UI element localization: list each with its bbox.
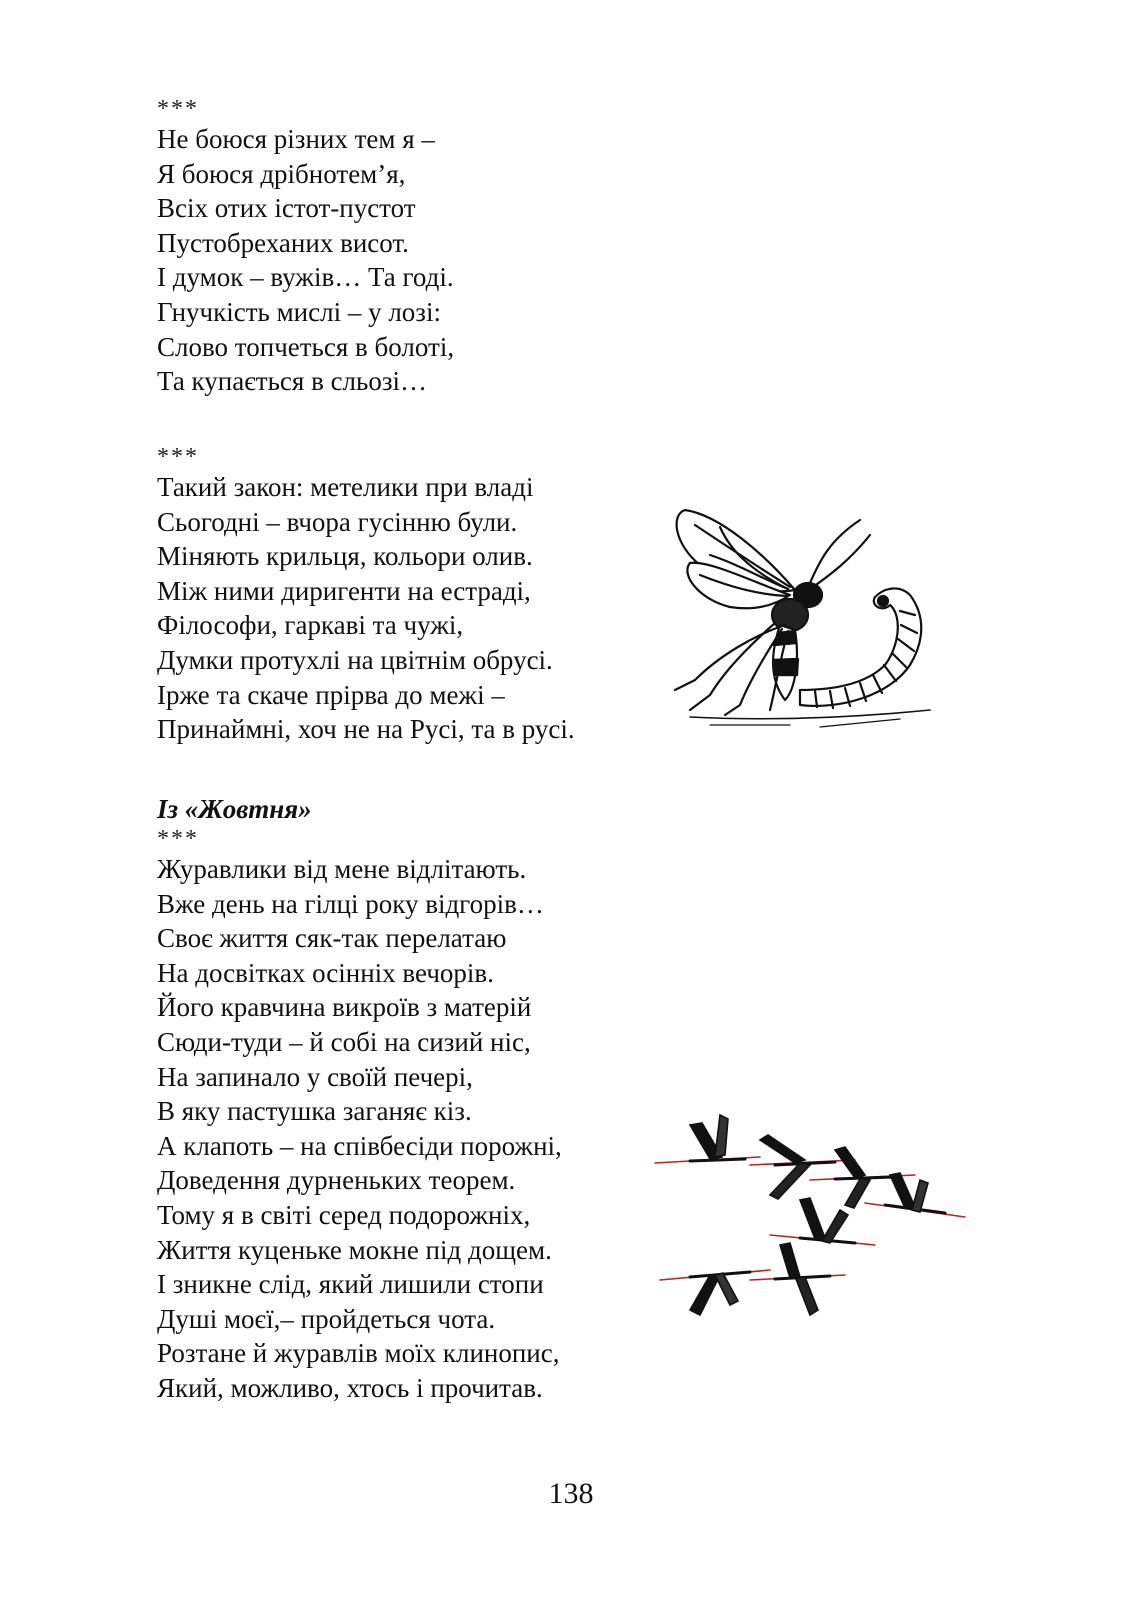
poem-line: Не боюся різних тем я – <box>157 124 435 154</box>
poem-line: Міняють крильця, кольори олив. <box>157 541 533 572</box>
section-title: Із «Жовтня» <box>157 794 312 824</box>
page-number: 138 <box>548 1477 594 1510</box>
poem-line: І зникне слід, який лишили стопи <box>157 1269 544 1300</box>
poem-line: В яку пастушка заганяє кіз. <box>157 1096 472 1127</box>
poem-line: І думок – вужів… Та годі. <box>157 262 454 293</box>
poem-line: Його кравчина викроїв з матерій <box>157 992 532 1023</box>
poem-line: На запинало у своїй печері, <box>157 1061 473 1092</box>
poem-line: Журавлики від мене відлітають. <box>157 854 527 884</box>
poem-line: Доведення дурненьких теорем. <box>157 1165 516 1196</box>
poem-line: Гнучкість мислі – у лозі: <box>157 296 441 327</box>
poem-line: Вже день на гілці року відгорів… <box>157 888 544 919</box>
poem-line: На досвітках осінніх вечорів. <box>157 957 494 988</box>
poem-line: Душі моєї,– пройдеться чота. <box>157 1303 496 1334</box>
poem-line: Всіх отих істот-пустот <box>157 193 416 224</box>
poem-line: Який, можливо, хтось і прочитав. <box>157 1372 543 1403</box>
poem-1-separator: *** <box>157 96 199 122</box>
poem-line: Принаймні, хоч не на Русі, та в русі. <box>157 714 575 745</box>
poem-3-separator: *** <box>157 826 199 852</box>
flying-cranes-illustration <box>650 1105 970 1340</box>
poem-line: Сюди-туди – й собі на сизий ніс, <box>157 1026 531 1057</box>
poem-line: А клапоть – на співбесіди порожні, <box>157 1130 562 1161</box>
poem-line: Сьогодні – вчора гусінню були. <box>157 506 518 537</box>
poem-line: Я боюся дрібнотем’я, <box>157 158 406 189</box>
poem-line: Філософи, гаркаві та чужі, <box>157 610 464 641</box>
poem-line: Тому я в світі серед подорожніх, <box>157 1199 531 1230</box>
poem-line: Та купається в сльозі… <box>157 366 428 397</box>
poem-3 <box>157 792 562 1406</box>
poem-line: Думки протухлі на цвітнім обрусі. <box>157 644 553 675</box>
poem-line: Ірже та скаче прірва до межі – <box>157 679 505 710</box>
poem-line: Такий закон: метелики при владі <box>157 472 534 502</box>
poem-line: Розтане й журавлів моїх клинопис, <box>157 1338 560 1369</box>
poem-line: Пустобреханих висот. <box>157 227 409 258</box>
wasp-caterpillar-illustration <box>670 505 960 750</box>
poem-line: Життя куценьке мокне під дощем. <box>157 1234 552 1265</box>
poem-2-separator: *** <box>157 444 199 470</box>
poem-line: Своє життя сяк-так перелатаю <box>157 923 507 954</box>
poem-line: Слово топчеться в болоті, <box>157 331 455 362</box>
poem-2 <box>157 444 575 747</box>
poem-1 <box>157 96 454 399</box>
poem-line: Між ними диригенти на естраді, <box>157 575 531 606</box>
